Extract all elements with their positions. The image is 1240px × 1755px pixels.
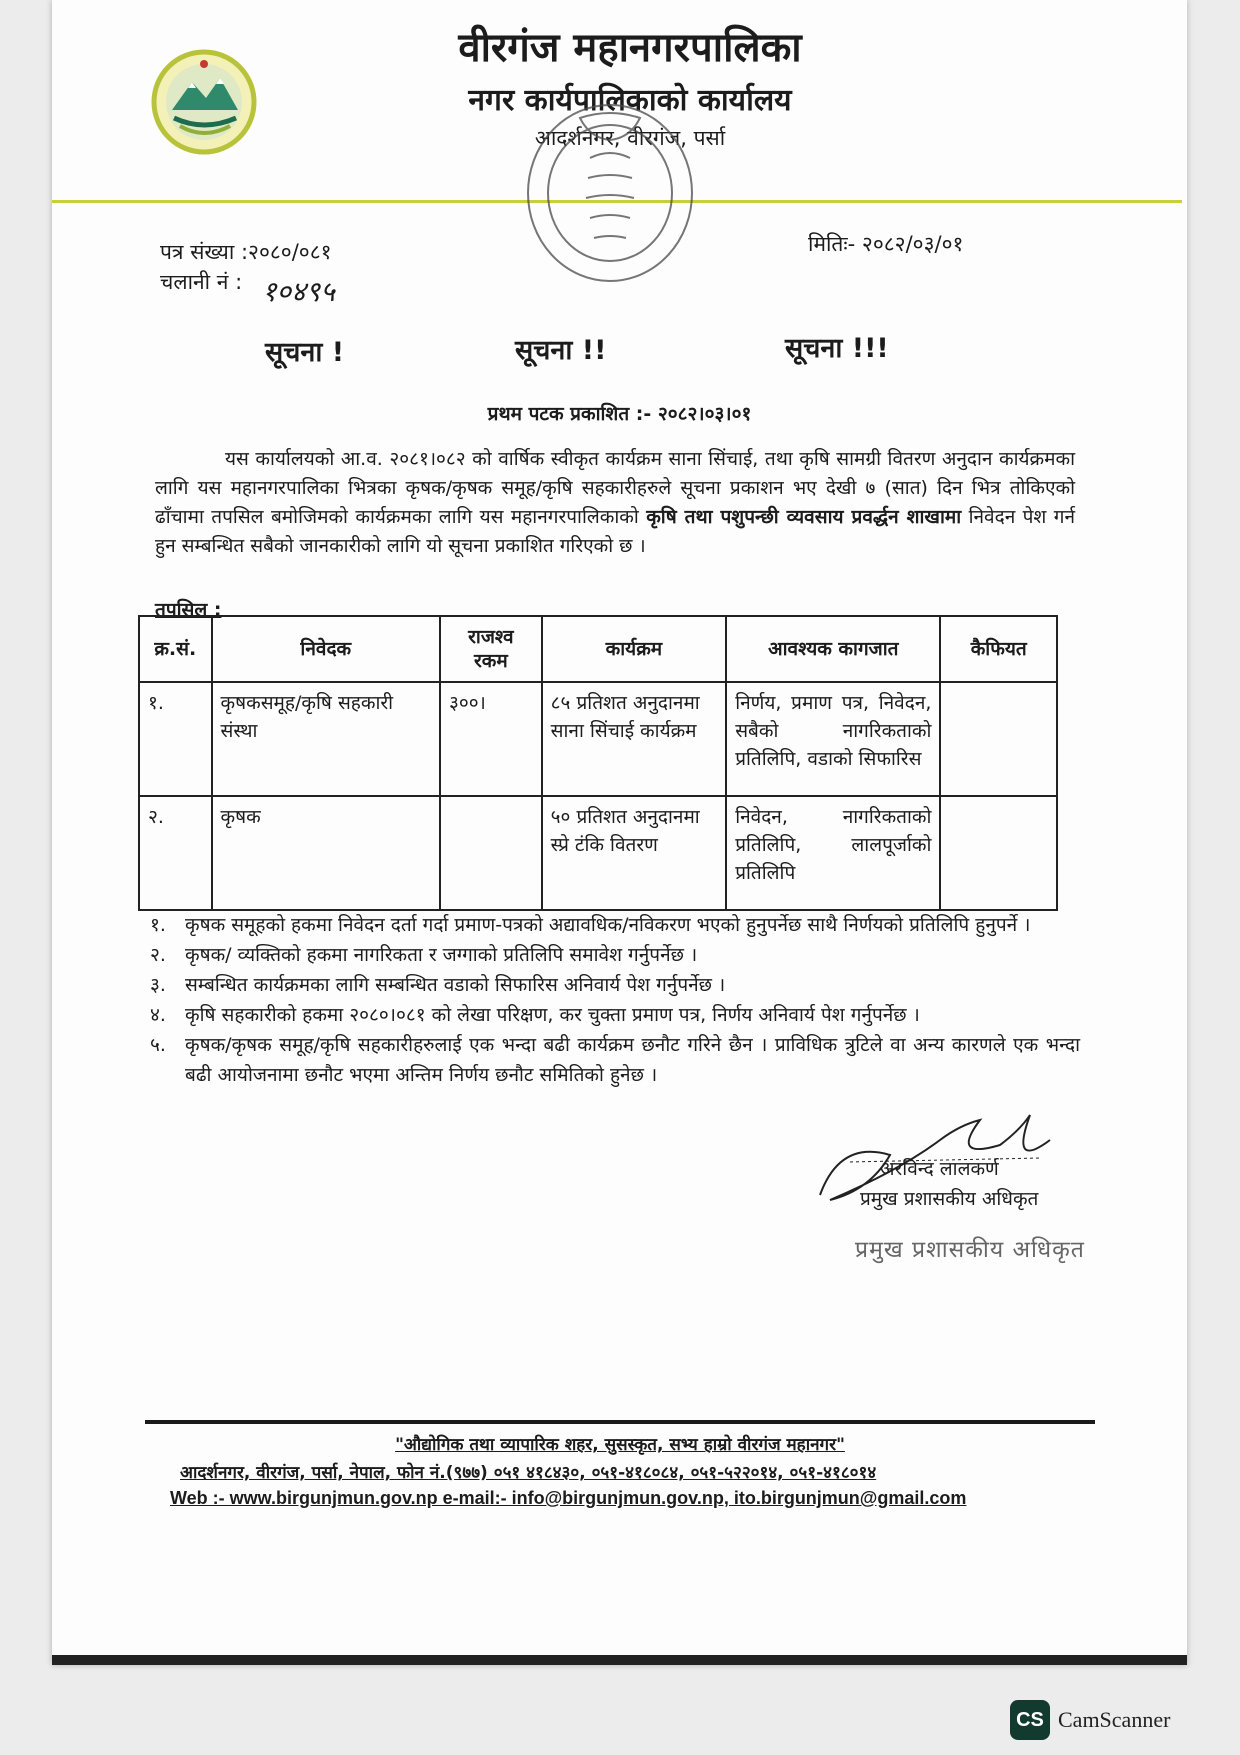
office-address: आदर्शनगर, वीरगंज, पर्सा [534,126,726,150]
note-text: कृषक समूहको हकमा निवेदन दर्ता गर्दा प्रमाण-पत्रको अद्यावधिक/नविकरण भएको हुनुपर्नेछ साथै निर्णयको प्रतिलिपि हुनुपर्ने । [185,914,1031,936]
cell-program: ८५ प्रतिशत अनुदानमा साना सिंचाई कार्यक्रम [542,682,727,796]
notes-list [150,910,1080,1090]
note-text: कृषक/ व्यक्तिको हकमा नागरिकता र जग्गाको प्रतिलिपि समावेश गर्नुपर्नेछ । [185,944,698,966]
signer-name: अरविन्द लालकर्ण [880,1158,999,1180]
notice-heading-1: सूचना ! [265,337,345,368]
signer-title: प्रमुख प्रशासकीय अधिकृत [860,1188,1039,1210]
note-number: २. [150,944,166,966]
cell-revenue [440,796,542,910]
note-text: सम्बन्धित कार्यक्रमका लागि सम्बन्धित वडाको सिफारिस अनिवार्य पेश गर्नुपर्नेछ । [185,974,726,996]
note-number: १. [150,914,166,936]
col-header-revenue: राजश्व रकम [440,616,542,682]
office-title: वीरगंज महानगरपालिका [458,25,802,71]
notice-heading-3: सूचना !!! [785,333,889,364]
schedule-label: तपसिल : [155,599,222,621]
list-item [150,1000,1080,1030]
cell-documents: निवेदन, नागरिकताको प्रतिलिपि, लालपूर्जाको प्रतिलिपि [726,796,940,910]
body-text-bold: कृषि तथा पशुपन्छी व्यवसाय प्रवर्द्धन शाखामा [646,506,962,528]
table-row [139,682,1057,796]
footer-slogan: "औद्योगिक तथा व्यापारिक शहर, सुसस्कृत, सभ्य हाम्रो वीरगंज महानगर" [395,1435,845,1455]
cell-revenue: ३००। [440,682,542,796]
letter-number: पत्र संख्या :२०८०/०८१ [160,240,332,264]
camscanner-label: CamScanner [1058,1707,1171,1732]
office-subtitle: नगर कार्यपालिकाको कार्यालय [468,83,792,118]
col-header-applicant: निवेदक [212,616,440,682]
camscanner-logo-icon: CS [1010,1700,1050,1740]
camscanner-watermark [1010,1700,1170,1740]
notice-heading-2: सूचना !! [515,335,607,366]
office-stamp-icon [520,98,700,288]
col-header-sn: क्र.सं. [139,616,212,682]
col-header-documents: आवश्यक कागजात [726,616,940,682]
cell-remarks [940,796,1057,910]
cell-applicant: कृषक [212,796,440,910]
col-header-program: कार्यक्रम [542,616,727,682]
footer-divider [145,1420,1095,1424]
published-date: प्रथम पटक प्रकाशित :- २०८२।०३।०१ [487,403,752,425]
cell-sn: २. [139,796,212,910]
table-row [139,796,1057,910]
cell-program: ५० प्रतिशत अनुदानमा स्प्रे टंकि वितरण [542,796,727,910]
list-item [150,970,1080,1000]
footer-contact: Web :- www.birgunjmun.gov.np e-mail:- info@birgunjmun.gov.np, ito.birgunjmun@gmail.com [170,1488,967,1508]
body-text-part2: निवेदन पेश गर्न हुन सम्बन्धित सबैको जानकारीको लागि यो सूचना प्रकाशित गरिएको छ । [155,506,1075,557]
notice-body [155,445,1075,561]
table-header-row [139,616,1057,682]
cell-applicant: कृषकसमूह/कृषि सहकारी संस्था [212,682,440,796]
note-text: कृषि सहकारीको हकमा २०८०।०८१ को लेखा परिक्षण, कर चुक्ता प्रमाण पत्र, निर्णय अनिवार्य पेश गर्नुपर्नेछ । [185,1004,920,1026]
page-edge [52,1655,1187,1665]
list-item [150,940,1080,970]
col-header-remarks: कैफियत [940,616,1057,682]
list-item [150,1030,1080,1090]
note-number: ४. [150,1004,166,1026]
note-number: ५. [150,1034,166,1056]
document-date: मितिः- २०८२/०३/०१ [808,232,964,256]
dispatch-label: चलानी नं : [160,270,243,294]
cell-documents: निर्णय, प्रमाण पत्र, निवेदन, सबैको नागरिकताको प्रतिलिपि, वडाको सिफारिस [726,682,940,796]
note-number: ३. [150,974,166,996]
cell-sn: १. [139,682,212,796]
body-text-part1: यस कार्यालयको आ.व. २०८१।०८२ को वार्षिक स्वीकृत कार्यक्रम साना सिंचाई, तथा कृषि सामग्री वितरण अनुदान कार्यक्रमका लागि यस महानगरपालिका भित्रका कृषक/कृषक समूह/कृषि सहकारीहरुले सूचना प्रकाशन भए देखी ७ (सात) दिन भित्र तोकिएको ढाँचामा तपसिल बमोजिमको कार्यक्रमका लागि यस महानगरपालिकाको [155,448,1075,528]
schedule-table [138,615,1058,911]
designation-stamp: प्रमुख प्रशासकीय अधिकृत [855,1237,1085,1263]
list-item [150,910,1080,940]
cell-remarks [940,682,1057,796]
footer-address: आदर्शनगर, वीरगंज, पर्सा, नेपाल, फोन नं.(९७७) ०५१ ४१८४३०, ०५१-४१८०८४, ०५१-५२२०१४, ०५१-४१८०१४ [180,1463,877,1483]
dispatch-number: १०४९५ [262,275,335,308]
note-text: कृषक/कृषक समूह/कृषि सहकारीहरुलाई एक भन्दा बढी कार्यक्रम छनौट गरिने छैन । प्राविधिक त्रुटिले वा अन्य कारणले एक भन्दा बढी आयोजनामा छनौट भएमा अन्तिम निर्णय छनौट समितिको हुनेछ । [185,1034,1080,1086]
